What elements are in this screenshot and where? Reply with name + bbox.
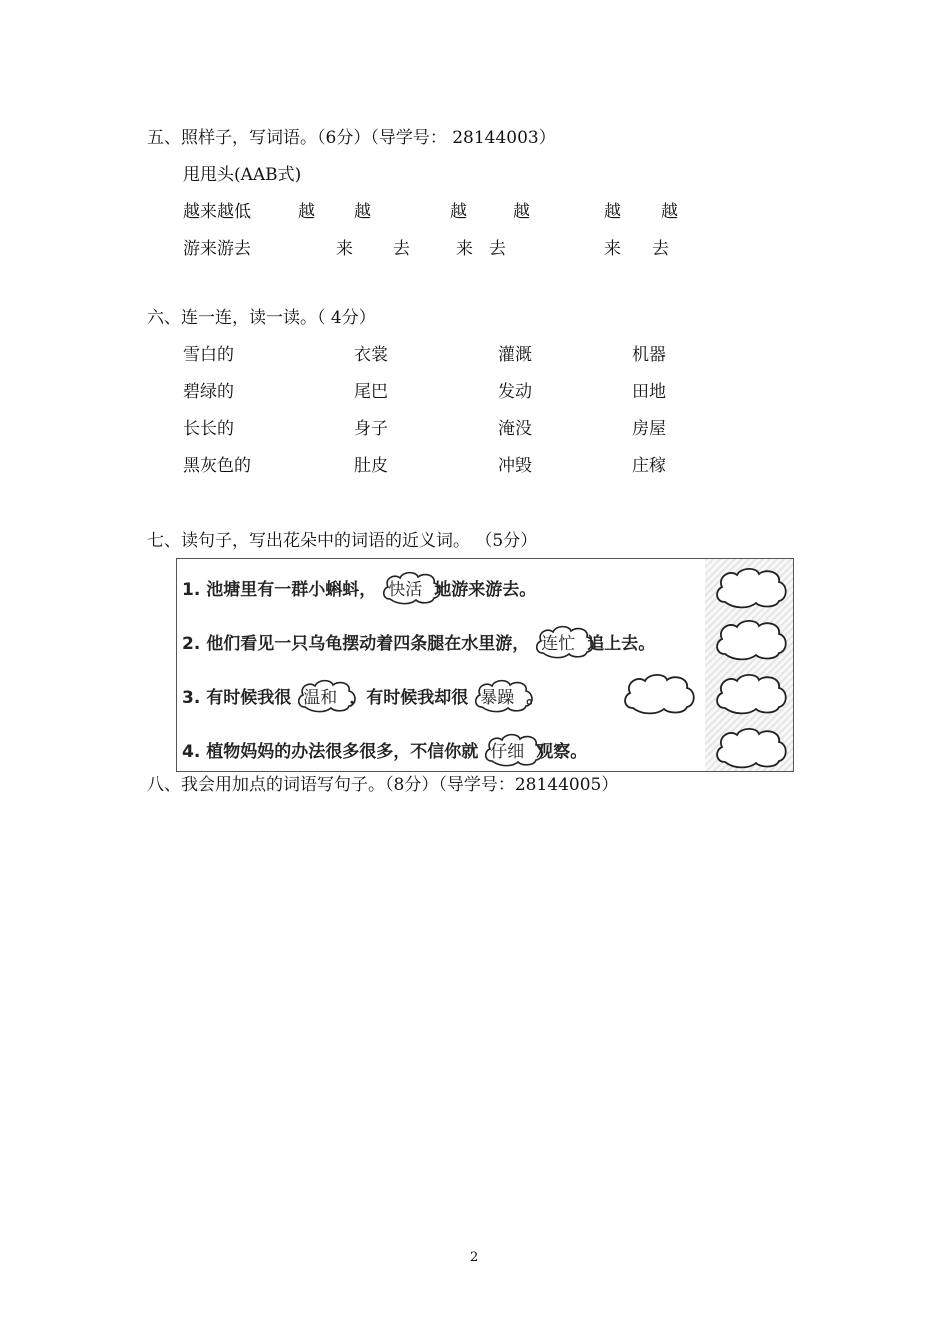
s5-row1-blank-char: 越 <box>513 202 530 222</box>
s5-row1-blank-char: 越 <box>661 202 678 222</box>
s5-row2-example: 游来游去 <box>183 239 251 259</box>
s7-sentence <box>182 567 536 607</box>
s6-col1-item: 黑灰色的 <box>183 456 251 476</box>
s7-sentence-text: 3. 有时候我很 <box>182 687 292 708</box>
page-number: 2 <box>470 1250 479 1265</box>
s7-sentence-text: 地游来游去。 <box>434 579 537 600</box>
flower-cloud-word <box>533 623 583 659</box>
s5-row2-blank-char: 来 <box>604 239 621 259</box>
s5-row2-blank-char: 来 <box>456 239 473 259</box>
s5-row1-blank-char: 越 <box>354 202 371 222</box>
s7-sentence-text: 追上去。 <box>587 633 656 654</box>
s6-col1-item: 雪白的 <box>183 345 234 365</box>
flower-cloud-word <box>482 731 532 767</box>
s5-row2-blank-char: 来 <box>336 239 353 259</box>
s6-col3-item: 冲毁 <box>498 456 532 476</box>
empty-answer-cloud-icon[interactable] <box>713 617 789 661</box>
s7-sentence-text: 观察。 <box>536 741 588 762</box>
s7-sentence-text: ，有时候我却很 <box>349 687 469 708</box>
cloud-word-text: 温和 <box>303 687 338 708</box>
s7-sentence <box>182 621 655 661</box>
s7-sentence <box>182 675 543 715</box>
s5-row1-blank-char: 越 <box>604 202 621 222</box>
empty-answer-cloud-icon[interactable] <box>713 671 789 715</box>
s6-col4-item: 机器 <box>632 345 666 365</box>
empty-answer-cloud-icon[interactable] <box>713 725 789 769</box>
cloud-word-text: 暴躁 <box>480 687 515 708</box>
s5-row2-blank-char: 去 <box>393 239 410 259</box>
s5-row1-example: 越来越低 <box>183 202 251 222</box>
flower-cloud-word <box>472 677 522 713</box>
s5-row1-blank-char: 越 <box>450 202 467 222</box>
s7-sentence-text: 。 <box>526 687 544 708</box>
s5-row2-blank-char: 去 <box>652 239 669 259</box>
section-7-heading: 七、读句子，写出花朵中的词语的近义词。 （5分） <box>147 531 538 551</box>
cloud-word-text: 仔细 <box>490 741 525 762</box>
section-5-heading: 五、照样子，写词语。（6分）（导学号： 28144003） <box>147 128 556 148</box>
s7-exercise-image-box <box>176 558 794 772</box>
s7-sentence <box>182 729 587 769</box>
s6-col2-item: 衣裳 <box>354 345 388 365</box>
s5-row1-blank-char: 越 <box>298 202 315 222</box>
cloud-word-text: 快活 <box>388 579 423 600</box>
section-6-heading: 六、连一连，读一读。（ 4分） <box>147 308 376 328</box>
s6-col3-item: 灌溉 <box>498 345 532 365</box>
s6-col4-item: 房屋 <box>632 419 666 439</box>
cloud-word-text: 连忙 <box>541 633 576 654</box>
empty-answer-cloud-icon[interactable] <box>713 565 789 609</box>
s6-col1-item: 长长的 <box>183 419 234 439</box>
s6-col1-item: 碧绿的 <box>183 382 234 402</box>
s6-col4-item: 庄稼 <box>632 456 666 476</box>
s6-col3-item: 发动 <box>498 382 532 402</box>
s6-col3-item: 淹没 <box>498 419 532 439</box>
flower-cloud-word <box>295 677 345 713</box>
empty-answer-cloud-icon[interactable] <box>621 671 697 715</box>
s6-col2-item: 肚皮 <box>354 456 388 476</box>
s5-row2-blank-char: 去 <box>489 239 506 259</box>
s7-sentence-text: 1. 池塘里有一群小蝌蚪， <box>182 579 377 600</box>
s6-col2-item: 尾巴 <box>354 382 388 402</box>
s5-example: 甩甩头(AAB式) <box>183 165 302 185</box>
s7-sentence-text: 2. 他们看见一只乌龟摆动着四条腿在水里游， <box>182 633 530 654</box>
s6-col2-item: 身子 <box>354 419 388 439</box>
section-8-heading: 八、我会用加点的词语写句子。（8分）（导学号：28144005） <box>147 775 619 795</box>
s7-sentence-text: 4. 植物妈妈的办法很多很多，不信你就 <box>182 741 479 762</box>
s6-col4-item: 田地 <box>632 382 666 402</box>
flower-cloud-word <box>380 569 430 605</box>
